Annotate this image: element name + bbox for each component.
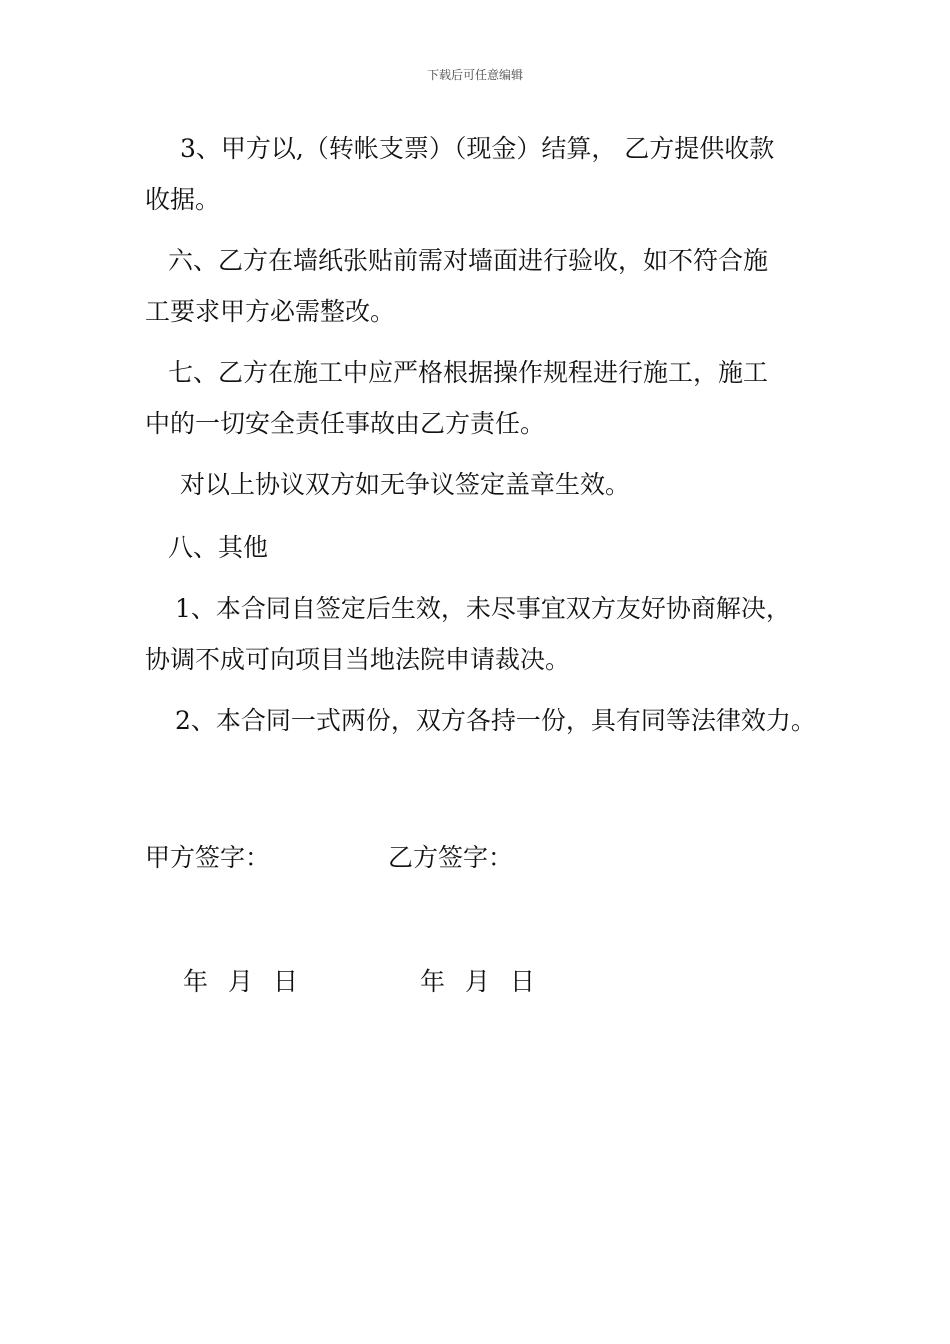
clause-8-1-line-2: 协调不成可向项目当地法院申请裁决。 [145, 645, 571, 674]
date-year: 年 [183, 967, 209, 996]
clause-3-line-2: 收据。 [145, 185, 221, 214]
clause-6-line-2: 工要求甲方必需整改。 [145, 297, 396, 326]
party-b-signature-label: 乙方签字： [388, 843, 514, 872]
party-b-date [420, 967, 535, 997]
party-a-date [183, 967, 298, 997]
page-header: 下载后可任意编辑 [426, 68, 523, 82]
date-year: 年 [420, 967, 446, 996]
date-day: 日 [510, 967, 536, 996]
date-month: 月 [228, 967, 254, 996]
clause-7-line-1: 七、乙方在施工中应严格根据操作规程进行施工，施工 [168, 358, 769, 387]
clause-6-line-1: 六、乙方在墙纸张贴前需对墙面进行验收，如不符合施 [168, 246, 769, 275]
clause-8-1-line-1: 1、本合同自签定后生效，未尽事宜双方友好协商解决， [175, 594, 791, 623]
date-day: 日 [273, 967, 299, 996]
party-a-signature-label: 甲方签字： [145, 843, 271, 872]
clause-3-line-1: 3、甲方以,（转帐支票）（现金）结算， 乙方提供收款 [180, 134, 775, 163]
clause-8-2-line: 2、本合同一式两份，双方各持一份，具有同等法律效力。 [175, 706, 816, 735]
clause-7-line-2: 中的一切安全责任事故由乙方责任。 [145, 409, 546, 438]
clause-8-heading: 八、其他 [168, 533, 269, 562]
date-month: 月 [465, 967, 491, 996]
agreement-effective-line: 对以上协议双方如无争议签定盖章生效。 [180, 470, 631, 499]
